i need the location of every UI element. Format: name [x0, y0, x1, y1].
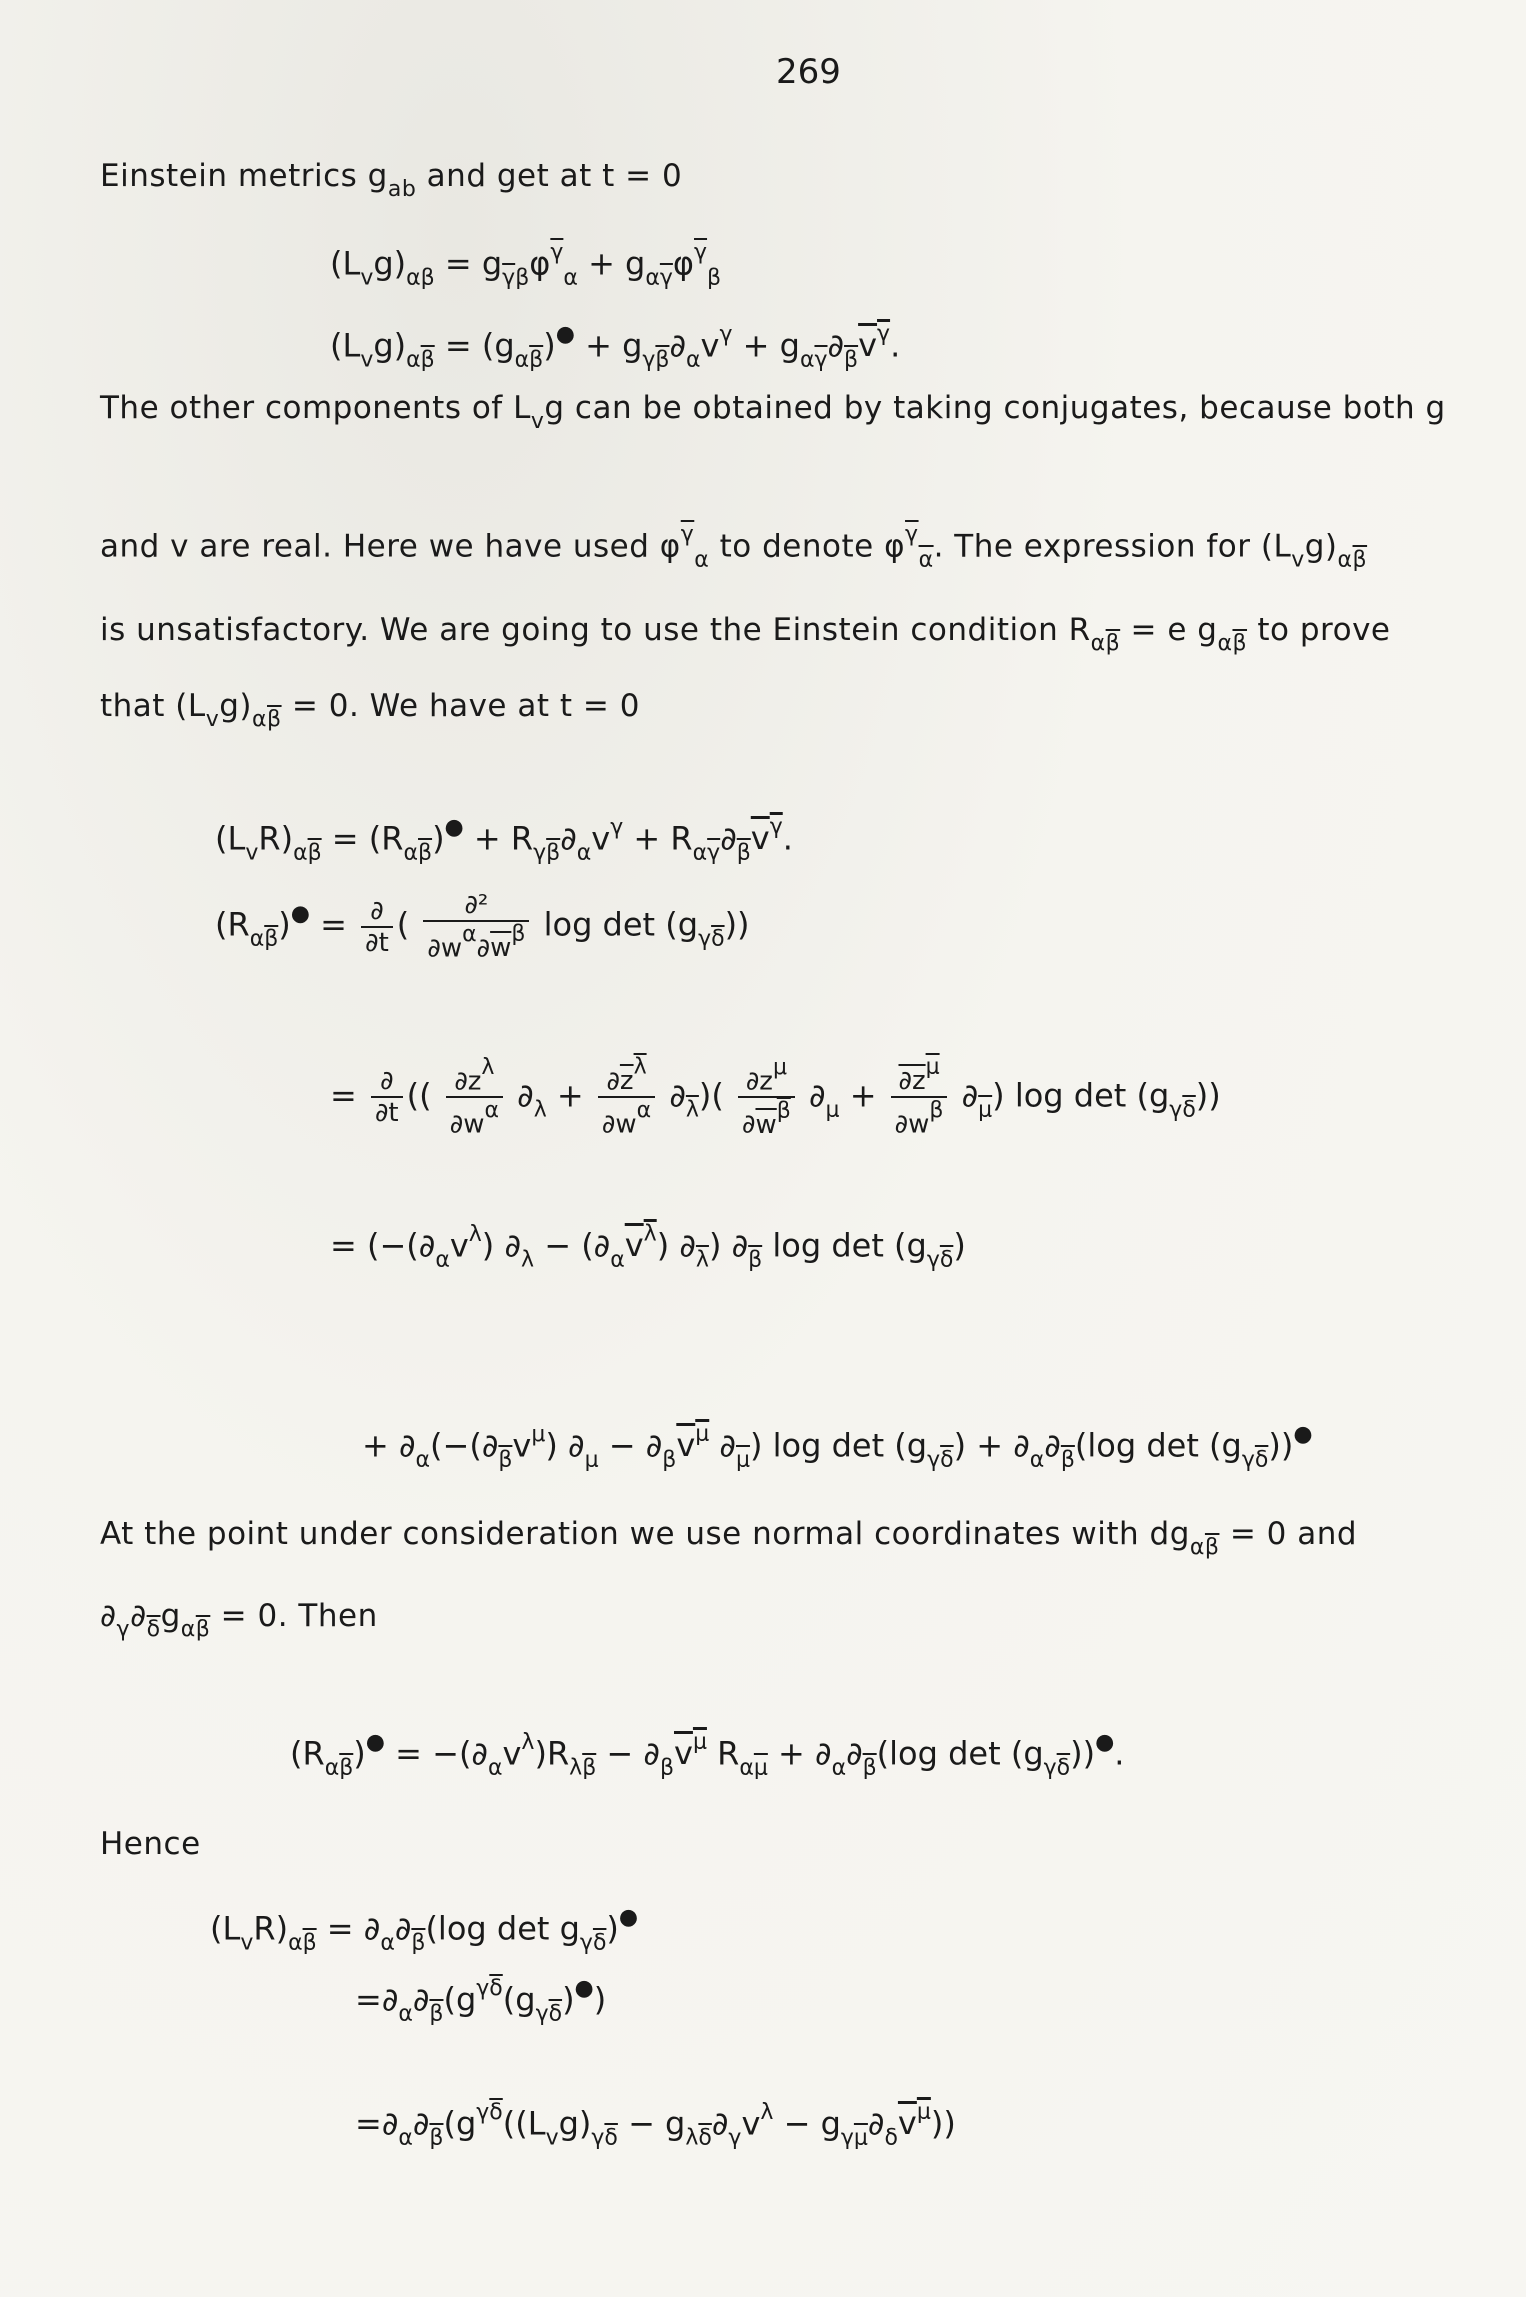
- equation-rdot-2: = $\frac{\partial}{\partial t}$ (( $\frac{\partial z^\lambda}{\partial w^\alpha}$ $\partial_\lambda$ + $\frac{\partial z^\lambda}{\partial w^\alpha}$ $\partial_{\overline{\lambda}}$)( $\frac{\partial z^\mu}{\partial w^\beta}$ $\partial_\mu$ + $\frac{\partial z^\mu}{\partial w^\beta}$ $\partial_{\overline{\mu}}$) $\log \det (g_{\gamma\overline{\delta}})$): [330, 1055, 1221, 1140]
- equation-rdot-1: $(R_{\alpha\overline{\beta}})^●$ = $\frac{\partial}{\partial t}$ ( $\frac{\text{∂²}}{\partial w^\alpha\partial w^\beta}$ $\log \det (g_{\gamma\overline{\delta}})$): [215, 890, 750, 964]
- text-line-einstein-metrics: Einstein metrics $g_{ab}$ and get at t = 0: [100, 158, 683, 202]
- equation-rdot-4: + $\partial_\alpha(-(\partial_{\overline{\beta}}v^\mu) \partial_\mu - \partial_\beta v^\mu$ $\partial_{\overline{\mu}}$) $\log \det (g_{\gamma\overline{\delta}}) + \partial_\alpha\partial_{\overline{\beta}}(\log$ $\det (g_{\gamma\overline{\delta}}))^●$: [362, 1422, 1313, 1473]
- page-number: 269: [776, 52, 841, 92]
- text-line-v-real: and v are real. Here we have used $\varphi^{\overline{\gamma}}_\alpha$ to denote $\varphi^{\overline{\gamma}}_{\overline{\alpha}}$. The expression for $(L_vg)_{\alpha\overline{\beta}}$: [100, 522, 1368, 573]
- text-line-hence: Hence: [100, 1826, 201, 1862]
- equation-hence-2: $=\partial_\alpha\partial_{\overline{\beta}}(g^{\gamma\overline{\delta}}(g_{\gamma\overline{\delta}})^●)$: [355, 1976, 607, 2027]
- equation-lvg-ab: $(L_vg)_{\alpha\beta} = g_{\overline{\gamma}\beta}\varphi^{\overline{\gamma}}_\alpha + g_{\alpha\overline{\gamma}}\varphi^{\overline{\gamma}}_\beta$: [330, 240, 722, 291]
- equation-hence-3: $=\partial_\alpha\partial_{\overline{\beta}}(g^{\gamma\overline{\delta}}((L_vg)_{\gamma\overline{\delta}} - g_{\lambda\overline{\delta}}\partial_\gamma v^\lambda - g_{\gamma\overline{\mu}}\partial_\delta v^\mu))$: [355, 2100, 956, 2151]
- equation-hence-1: $(L_vR)_{\alpha\overline{\beta}} = \partial_\alpha\partial_{\overline{\beta}}(\log$ $\det g_{\gamma\overline{\delta}})^●$: [210, 1905, 639, 1956]
- equation-rdot-3: = ($-(\partial_\alpha v^\lambda) \partial_\lambda - (\partial_\alpha v^\lambda)$ $\partial_{\overline{\lambda}}$) $\partial_{\overline{\beta}}$ $\log \det (g_{\gamma\overline{\delta}})$: [330, 1222, 966, 1273]
- text-line-other-components: The other components of $L_vg$ can be obtained by taking conjugates, because both g: [100, 390, 1446, 434]
- text-line-unsatisfactory: is unsatisfactory. We are going to use the Einstein condition $R_{\alpha\overline{\beta}} = e$ $g_{\alpha\overline{\beta}}$ to prove: [100, 612, 1391, 656]
- equation-lvr: $(L_vR)_{\alpha\overline{\beta}} = (R_{\alpha\overline{\beta}})^● + R_{\gamma\overline{\beta}}\partial_\alpha v^\gamma + R_{\alpha\overline{\gamma}}\partial_{\overline{\beta}}v^\gamma$.: [215, 815, 793, 866]
- text-line-then: $\partial_\gamma\partial_{\overline{\delta}}g_{\alpha\overline{\beta}} = 0$. Then: [100, 1598, 378, 1642]
- text-line-that: that $(L_vg)_{\alpha\overline{\beta}} = 0$. We have at t = 0: [100, 688, 640, 732]
- equation-rdot-final: $(R_{\alpha\overline{\beta}})^● = -(\partial_\alpha v^\lambda)R_{\lambda\overline{\beta}} - \partial_\beta v^\mu$ $R_{\alpha\overline{\mu}} + \partial_\alpha\partial_{\overline{\beta}}(\log$ $\det (g_{\gamma\overline{\delta}}))^●$.: [290, 1730, 1125, 1781]
- text-line-normal-coordinates: At the point under consideration we use normal coordinates with $dg_{\alpha\overline{\beta}} = 0$ and: [100, 1516, 1358, 1560]
- equation-lvg-abbar: $(L_vg)_{\alpha\overline{\beta}} = (g_{\alpha\overline{\beta}})^● + g_{\gamma\overline{\beta}}\partial_\alpha v^\gamma + g_{\alpha\overline{\gamma}}\partial_{\overline{\beta}}v^\gamma$.: [330, 322, 901, 373]
